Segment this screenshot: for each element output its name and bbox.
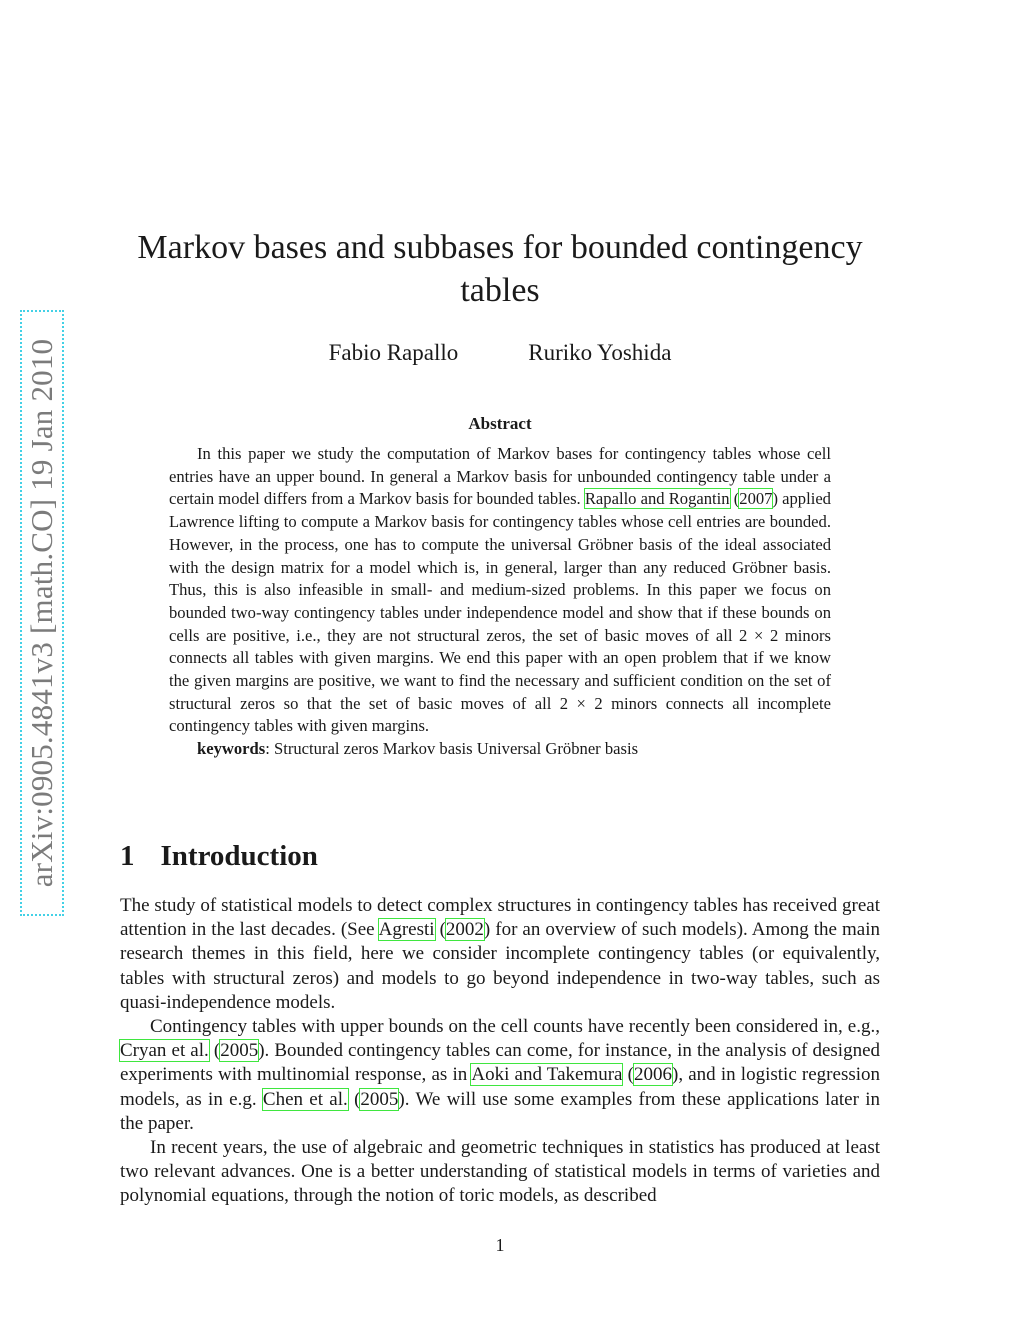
citation-year-2005-chen[interactable]: 2005 [360, 1088, 399, 1110]
authors [120, 338, 880, 368]
section-heading-introduction [120, 836, 318, 876]
citation-rapallo-rogantin[interactable]: Rapallo and Rogantin [584, 489, 730, 509]
abstract-heading: Abstract [468, 414, 532, 433]
arxiv-stamp[interactable] [20, 310, 64, 916]
title-line-1: Markov bases and subbases for bounded contingency [137, 229, 863, 266]
citation-agresti[interactable]: Agresti [378, 919, 435, 941]
author-1: Fabio Rapallo [328, 340, 459, 365]
keywords-text: : Structural zeros Markov basis Universal Gröbner basis [265, 739, 639, 759]
author-2: Ruriko Yoshida [528, 340, 672, 365]
paragraph-1: The study of statistical models to detect complex structures in contingency tables has received great attention in the last decades. (See Agresti (2002) for an overview of such models). Among the main research themes in this field, here we consider incomplete contingency tables (or equivalently, tables with structural zeros) and models to go beyond independence in two-way tables, such as quasi-independence models. [120, 895, 881, 1013]
keywords-label: keywords [197, 739, 266, 759]
citation-aoki-takemura[interactable]: Aoki and Takemura [471, 1064, 623, 1086]
abstract-paragraph: In this paper we study the computation of Markov bases for contingency tables whose cell entries have an upper bound. In general a Markov basis for unbounded contingency table under a certain model differs from a Markov basis for bounded tables. Rapallo and Rogantin (2007) applied Lawrence lifting to compute a Markov basis for contingency tables whose cell entries are bounded. However, in the process, one has to compute the universal Gröbner basis of the ideal associated with the design matrix for a model which is, in general, larger than any reduced Gröbner basis. Thus, this is also infeasible in small- and medium-sized problems. In this paper we focus on bounded two-way contingency tables under independence model and show that if these bounds on cells are positive, i.e., they are not structural zeros, the set of basic moves of all 2 × 2 minors connects all tables with given margins. We end this paper with an open problem that if we know the given margins are positive, we want to find the necessary and sufficient condition on the set of structural zeros so that the set of basic moves of all 2 × 2 minors connects all incomplete contingency tables with given margins. [169, 444, 831, 736]
section-title: Introduction [160, 840, 318, 872]
citation-year-2006[interactable]: 2006 [634, 1064, 672, 1086]
citation-cryan[interactable]: Cryan et al. [120, 1040, 209, 1062]
introduction-body [120, 894, 880, 1209]
section-number: 1 [120, 840, 135, 872]
arxiv-identifier: arXiv:0905.4841v3 [math.CO] 19 Jan 2010 [24, 338, 59, 888]
citation-chen[interactable]: Chen et al. [262, 1088, 348, 1110]
keywords-line [169, 738, 831, 761]
paper-title [120, 226, 880, 312]
citation-year-2007[interactable]: 2007 [739, 489, 773, 509]
abstract-body [169, 443, 831, 761]
paragraph-2: Contingency tables with upper bounds on the cell counts have recently been considered in, e.g., Cryan et al. (2005). Bounded contingency tables can come, for instance, in the analysis of designed experiments with multinomial response, as in Aoki and Takemura (2006), and in logistic regression models, as in e.g. Chen et al. (2005). We will use some examples from these applications later in the paper. [120, 1016, 881, 1134]
citation-year-2005-cryan[interactable]: 2005 [220, 1040, 259, 1062]
title-line-2: tables [460, 272, 540, 309]
paragraph-3: In recent years, the use of algebraic and geometric techniques in statistics has produced at least two relevant advances. One is a better understanding of statistical models in terms of varieties and polynomial equations, through the notion of toric models, as described [120, 1137, 880, 1207]
page-number: 1 [495, 1235, 505, 1255]
citation-year-2002[interactable]: 2002 [445, 919, 484, 941]
